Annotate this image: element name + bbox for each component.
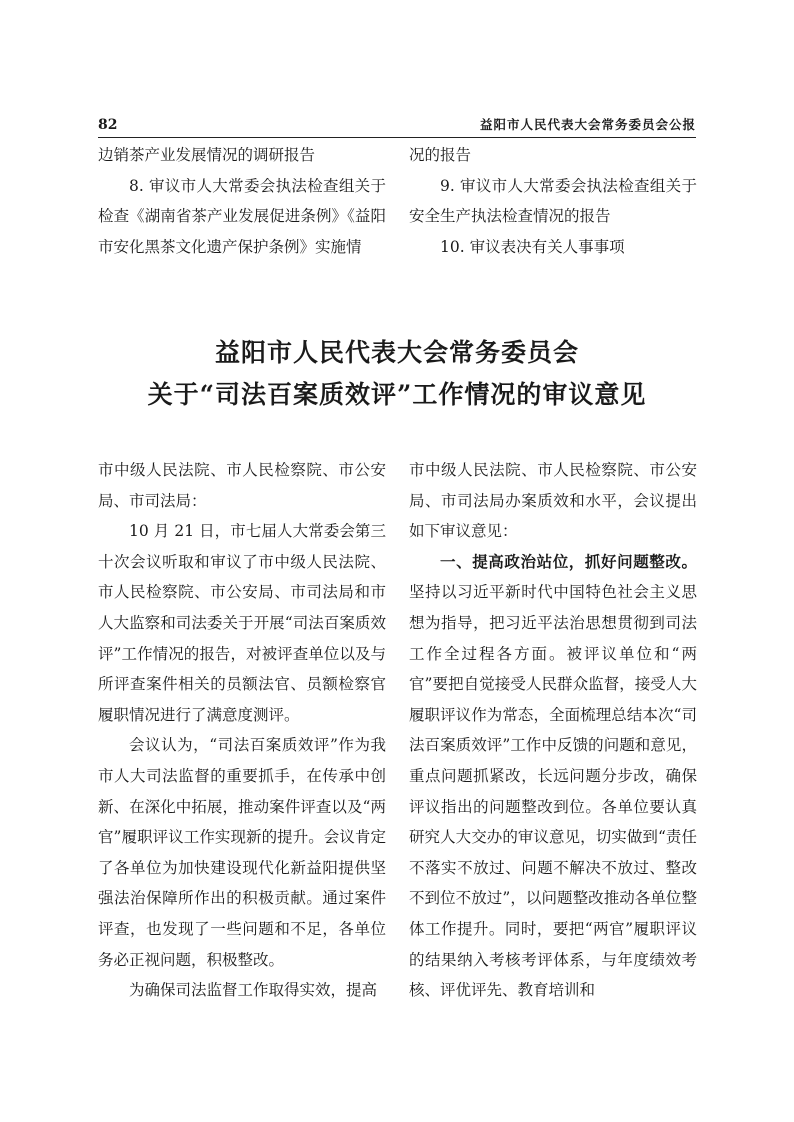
- header-rule: [98, 137, 696, 138]
- agenda-item-8: 8. 审议市人大常委会执法检查组关于检查《湖南省茶产业发展促进条例》《益阳市安化黑茶文化遗产保护条例》实施情: [98, 176, 386, 256]
- body-paragraph-3: 为确保司法监督工作取得实效，提高: [129, 981, 378, 1000]
- section-1-text: 坚持以习近平新时代中国特色社会主义思想为指导，把习近平法治思想贯彻到司法工作全过程各方面。被评议单位和“两官”要把自觉接受人民群众监督，接受人大履职评议作为常态，全面梳理总结本次“司法百案质效评”工作中反馈的问题和意见，重点问题抓紧改，长远问题分步改，确保评议指出的问题整改到位。各单位要认真研究人大交办的审议意见，切实做到“责任不落实不放过、问题不解决不放过、整改不到位不放过”，以问题整改推动各单位整体工作提升。同时，要把“两官”履职评议的结果纳入考核考评体系，与年度绩效考核、评优评先、教育培训和: [409, 583, 697, 1000]
- title-line-2: 关于“司法百案质效评”工作情况的审议意见: [147, 380, 647, 409]
- body-paragraph-3-tail: 市中级人民法院、市人民检察院、市公安局、市司法局办案质效和水平，会议提出如下审议意见：: [409, 461, 697, 541]
- agenda-item-8-tail: 况的报告: [409, 146, 472, 164]
- agenda-item-7-tail: 边销茶产业发展情况的调研报告: [98, 146, 316, 164]
- agenda-item-9: 9. 审议市人大常委会执法检查组关于安全生产执法检查情况的报告: [409, 176, 697, 226]
- body-right-column: [409, 455, 697, 1006]
- section-1: [409, 547, 697, 1006]
- title-line-1: 益阳市人民代表大会常务委员会: [214, 338, 579, 367]
- body-paragraph-1: 10 月 21 日，市七届人大常委会第三十次会议听取和审议了市中级人民法院、市人民检察院、市公安局、市司法局和市人大监察和司法委关于开展“司法百案质效评”工作情况的报告，对被评查单位以及与所评查案件相关的员额法官、员额检察官履职情况进行了满意度测评。: [98, 522, 386, 724]
- journal-title: 益阳市人民代表大会常务委员会公报: [479, 117, 696, 132]
- body-paragraph-2: 会议认为，“司法百案质效评”作为我市人大司法监督的重要抓手，在传承中创新、在深化中拓展，推动案件评查以及“两官”履职评议工作实现新的提升。会议肯定了各单位为加快建设现代化新益阳提供坚强法治保障所作出的积极贡献。通过案件评查，也发现了一些问题和不足，各单位务必正视问题，积极整改。: [98, 736, 386, 969]
- agenda-left-column: [98, 140, 386, 262]
- page-number: 82: [98, 117, 118, 133]
- agenda-item-10: 10. 审议表决有关人事事项: [440, 237, 625, 256]
- running-header: [98, 116, 696, 134]
- addressee: 市中级人民法院、市人民检察院、市公安局、市司法局：: [98, 461, 386, 510]
- agenda-right-column: [409, 140, 697, 262]
- section-1-heading: 一、提高政治站位，抓好问题整改。: [440, 552, 697, 571]
- document-title: [0, 332, 794, 416]
- body-left-column: [98, 455, 386, 1006]
